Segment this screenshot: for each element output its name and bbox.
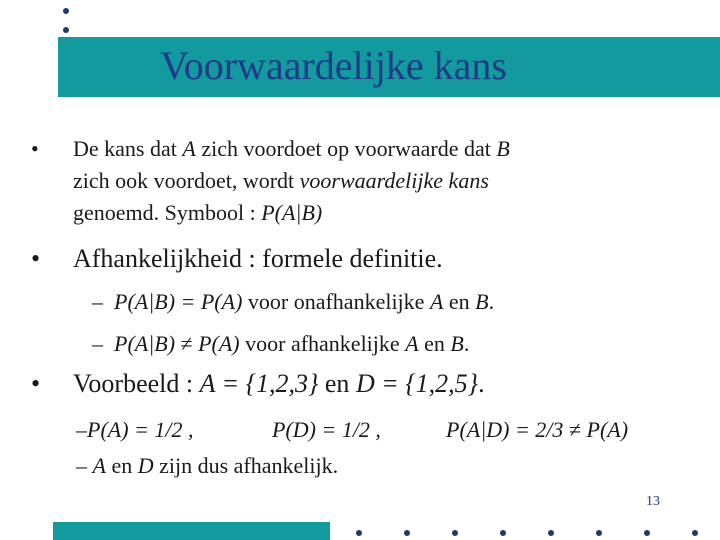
not-equal-sign: ≠	[180, 331, 193, 356]
text: zich ook voordoet, wordt	[73, 168, 300, 193]
var-b: B	[496, 136, 510, 161]
set-d: D = {1,2,5}	[355, 369, 479, 398]
dash: –	[92, 289, 103, 314]
text: en	[318, 369, 356, 398]
not-equal-sign: ≠	[568, 417, 582, 442]
bullet-1-line-2	[73, 168, 489, 194]
bullet-marker: •	[31, 136, 39, 161]
formula: P(A|B)	[114, 331, 176, 356]
bullet-1-line-1	[73, 136, 510, 162]
bottom-bar	[53, 522, 330, 540]
var-d: D	[137, 453, 154, 478]
text: .	[463, 331, 470, 356]
bullet-2-text: Afhankelijkheid : formele definitie.	[73, 244, 443, 273]
var-a: A	[429, 289, 444, 314]
dash: –	[76, 453, 87, 478]
formula: P(A)	[198, 331, 240, 356]
dash: –	[76, 417, 87, 442]
text: genoemd. Symbool :	[73, 200, 262, 225]
sub-item	[446, 417, 628, 443]
bullet-1-line-3	[73, 200, 322, 226]
symbol: P(A|B)	[261, 200, 323, 225]
text: voor onafhankelijke	[242, 289, 430, 314]
decor-dot	[452, 530, 458, 536]
text: voor afhankelijke	[239, 331, 406, 356]
var-b: B	[475, 289, 489, 314]
decor-dot	[548, 530, 554, 536]
title-bar-separator	[58, 33, 720, 35]
sub-item	[272, 417, 381, 443]
sub-item	[92, 331, 469, 357]
dash: –	[92, 331, 103, 356]
decor-dot	[500, 530, 506, 536]
decor-dot	[692, 530, 698, 536]
text: zijn dus afhankelijk.	[153, 453, 339, 478]
formula: P(A|B) = P(A)	[114, 289, 243, 314]
slide-title: Voorwaardelijke kans	[160, 43, 507, 88]
text: Voorbeeld :	[73, 369, 200, 398]
emphasis: voorwaardelijke kans	[299, 168, 489, 193]
text: en	[418, 331, 451, 356]
bullet-marker: •	[31, 369, 41, 398]
text: en	[443, 289, 476, 314]
decor-dot	[356, 530, 362, 536]
var-b: B	[450, 331, 464, 356]
var-a: A	[405, 331, 419, 356]
decor-dot	[63, 8, 69, 14]
var-a: A	[182, 136, 196, 161]
bullet-marker: •	[31, 244, 41, 273]
formula: P(A)	[586, 417, 629, 442]
decor-dot	[404, 530, 410, 536]
text: .	[488, 289, 495, 314]
bullet-3-text	[73, 369, 485, 399]
text: .	[478, 369, 485, 398]
page-number: 13	[646, 494, 660, 509]
text: zich voordoet op voorwaarde dat	[195, 136, 497, 161]
var-a: A	[92, 453, 106, 478]
formula: P(A|D) = 2/3	[446, 417, 564, 442]
sub-item	[76, 417, 194, 443]
decor-dot	[644, 530, 650, 536]
sub-item	[76, 453, 338, 479]
sub-item	[92, 289, 494, 315]
set-a: A = {1,2,3}	[199, 369, 319, 398]
formula: P(A) = 1/2 ,	[87, 417, 194, 442]
formula: P(D) = 1/2 ,	[272, 417, 381, 442]
decor-dot	[596, 530, 602, 536]
text: De kans dat	[73, 136, 183, 161]
text: en	[105, 453, 138, 478]
